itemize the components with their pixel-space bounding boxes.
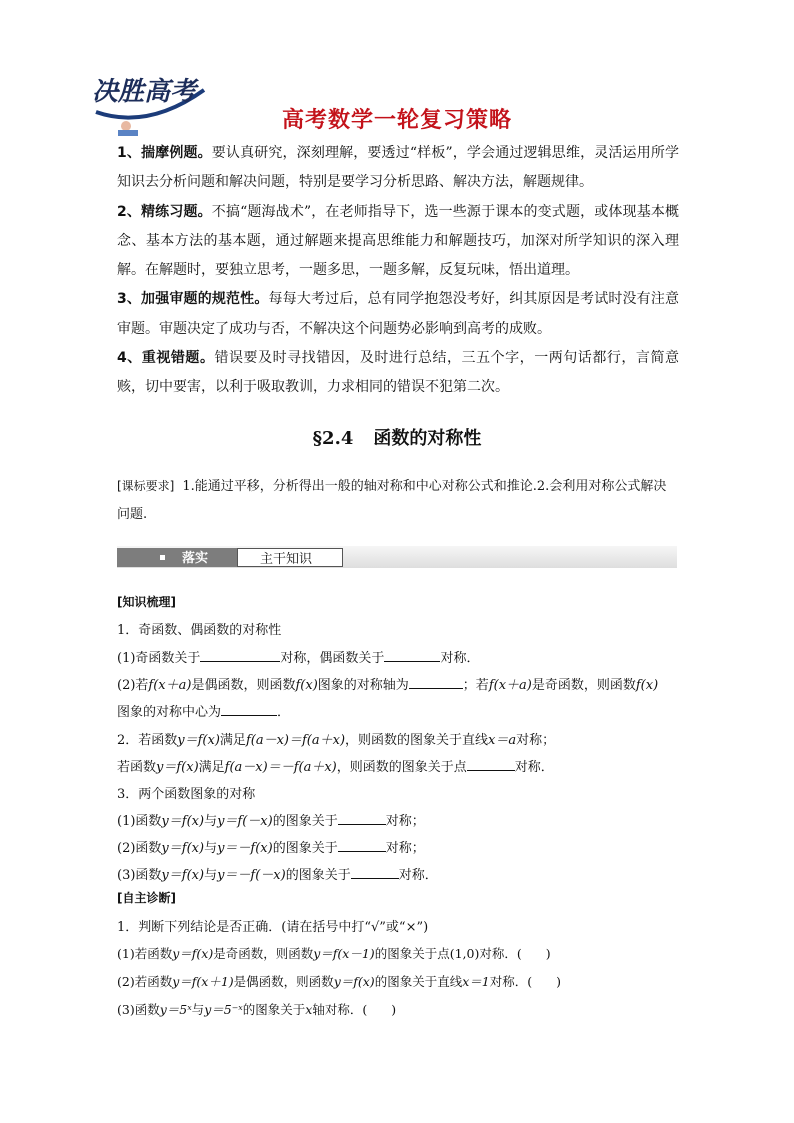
answer-blank <box>384 647 440 662</box>
diagnosis-question: (3)函数y＝5ˣ与y＝5⁻ˣ的图象关于x轴对称．( ) <box>117 1002 397 1017</box>
logo-text: 决胜高考 <box>92 77 197 107</box>
answer-blank <box>467 756 515 771</box>
knowledge-line: 2．若函数y＝f(x)满足f(a－x)＝f(a＋x)，则函数的图象关于直线x＝a对称； <box>117 733 556 748</box>
band-label: 落实 <box>182 551 209 566</box>
diagnosis-question: (1)若函数y＝f(x)是奇函数，则函数y＝f(x－1)的图象关于点(1,0)对称．( ) <box>117 946 551 961</box>
knowledge-line: (1)奇函数关于 对称，偶函数关于 对称． <box>117 647 682 666</box>
strategy-item: 3、加强审题的规范性。每每大考过后，总有同学抱怨没考好，纠其原因是考试时没有注意审题。审题决定了成功与否，不解决这个问题势必影响到高考的成败。 <box>117 291 680 337</box>
diagnosis-question: (2)若函数y＝f(x＋1)是偶函数，则函数y＝f(x)的图象关于直线x＝1对称．( ) <box>117 974 561 989</box>
band-box-label: 主干知识 <box>260 552 313 567</box>
knowledge-item-title: 3．两个函数图象的对称 <box>117 787 256 802</box>
answer-blank <box>409 674 463 689</box>
section-number: §2.4 <box>312 428 354 449</box>
strategy-item: 2、精练习题。不搞“题海战术”，在老师指导下，选一些源于课本的变式题，或体现基本概念、基本方法的基本题，通过解题来提高思维能力和解题技巧，加深对所学知识的深入理解。在解题时，要独立思考，一题多思，一题多解，反复玩味，悟出道理。 <box>117 203 679 279</box>
knowledge-line: (1)函数y＝f(x)与y＝f(－x)的图象关于 对称； <box>117 810 682 829</box>
knowledge-line: 若函数y＝f(x)满足f(a－x)＝－f(a＋x)，则函数的图象关于点 对称． <box>117 756 682 775</box>
requirements-text: 1.能通过平移，分析得出一般的轴对称和中心对称公式和推论.2.会利用对称公式解决问题. <box>117 479 667 522</box>
band-dark-block <box>117 548 237 567</box>
answer-blank <box>338 810 386 825</box>
curriculum-requirements <box>117 472 679 529</box>
knowledge-line: 图象的对称中心为 ． <box>117 701 682 720</box>
diagnosis-heading: [自主诊断] <box>117 891 176 905</box>
knowledge-heading: [知识梳理] <box>117 595 176 609</box>
strategy-item: 1、揣摩例题。要认真研究，深刻理解，要透过“样板”，学会通过逻辑思维，灵活运用所学知识去分析问题和解决问题，特别是要学习分析思路、解决方法，解题规律。 <box>117 145 679 191</box>
answer-blank <box>221 701 277 716</box>
section-title <box>0 424 794 450</box>
answer-blank <box>338 837 386 852</box>
knowledge-line: (2)函数y＝f(x)与y＝－f(x)的图象关于 对称； <box>117 837 682 856</box>
knowledge-line: (2)若f(x＋a)是偶函数，则函数f(x)图象的对称轴为 ；若f(x＋a)是奇函数，则函数f(x) <box>117 674 682 693</box>
answer-blank <box>200 647 280 662</box>
answer-blank <box>351 864 399 879</box>
strategy-item: 4、重视错题。错误要及时寻找错因，及时进行总结，三五个字，一两句话都行，言简意赅，切中要害，以利于吸取教训，力求相同的错误不犯第二次。 <box>117 350 680 396</box>
square-bullet-icon <box>160 555 165 560</box>
diagnosis-intro: 1．判断下列结论是否正确．(请在括号中打“√”或“×”) <box>117 920 429 935</box>
knowledge-item-title: 1．奇函数、偶函数的对称性 <box>117 623 282 638</box>
knowledge-line: (3)函数y＝f(x)与y＝－f(－x)的图象关于 对称． <box>117 864 682 883</box>
section-name: 函数的对称性 <box>373 428 482 449</box>
strategy-list <box>117 139 679 403</box>
banner-title: 高考数学一轮复习策略 <box>281 108 512 133</box>
requirements-tag: [课标要求] <box>117 479 175 493</box>
